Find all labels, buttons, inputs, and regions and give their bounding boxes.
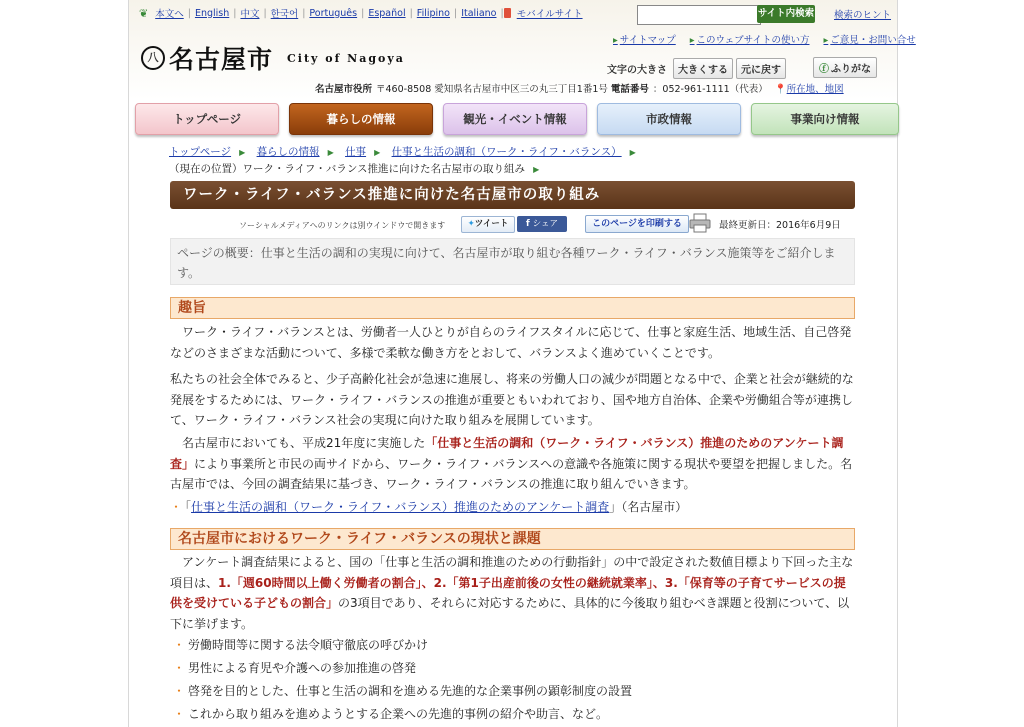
search-hint-link[interactable]: 検索のヒント xyxy=(834,10,892,21)
tweet-button[interactable]: ✦ツイート xyxy=(461,216,515,233)
lang-link-english[interactable]: English xyxy=(194,7,230,19)
font-larger-button[interactable]: 大きくする xyxy=(673,58,733,79)
leaf-icon: ❦ xyxy=(139,6,149,20)
facebook-icon: f xyxy=(525,219,530,229)
global-nav xyxy=(135,103,899,135)
lang-link-korean[interactable]: 한국어 xyxy=(270,9,299,20)
breadcrumb-work[interactable]: 仕事 xyxy=(345,146,367,158)
furigana-button[interactable]: ⓕ ふりがな xyxy=(813,57,877,78)
issues-list xyxy=(173,634,632,726)
nav-business[interactable]: 事業向け情報 xyxy=(751,103,899,135)
page-title: ワーク・ライフ・バランス推進に向けた名古屋市の取り組み xyxy=(170,181,855,209)
lang-link-chinese[interactable]: 中文 xyxy=(240,9,260,20)
list-item: ・ 男性による育児や介護への参加推進の啓発 xyxy=(173,661,417,675)
nav-tourism[interactable]: 観光・イベント情報 xyxy=(443,103,587,135)
list-item: ・ これから取り組みを進めようとする企業への先進的事例の紹介や助言、など。 xyxy=(173,707,609,721)
page-container xyxy=(128,0,916,727)
search-input[interactable] xyxy=(637,5,761,25)
chevron-right-icon: ▶ xyxy=(629,148,636,157)
breadcrumb xyxy=(169,144,644,159)
nav-city-admin[interactable]: 市政情報 xyxy=(597,103,741,135)
purpose-paragraph-2: 私たちの社会全体でみると、少子高齢化社会が急速に進展し、将来の労働人口の減少が問題となる中で、企業と社会が継続的な発展をするためには、ワーク・ライフ・バランスの推進が重要ともいわれており、国や地方自治体、企業や労働組合等が連携して、ワーク・ライフ・バランス社会の実現に向けた取り組みを展開しています。 xyxy=(170,372,854,427)
purpose-paragraph-1: ワーク・ライフ・バランスとは、労働者一人ひとりが自らのライフスタイルに応じて、仕事と家庭生活、地域生活、自己啓発などのさまざまな活動について、多様で柔軟な働き方をとおして、バランスよく進めていくことです。 xyxy=(170,325,852,360)
breadcrumb-top[interactable]: トップページ xyxy=(169,146,232,158)
lang-link-main[interactable]: 本文へ xyxy=(155,9,184,20)
chevron-right-icon: ▶ xyxy=(239,148,246,157)
facebook-share-button[interactable]: f シェア xyxy=(517,216,567,232)
language-bar: ❦ 本文へ | English | 中文 | 한국어 | Português | Español | Filipino | Italiano | モバイルサイト xyxy=(139,6,583,20)
map-pin-icon: 📍 xyxy=(774,84,787,95)
city-emblem-icon: 八 xyxy=(141,46,165,70)
font-size-label: 文字の大きさ xyxy=(607,65,667,76)
map-link[interactable]: 所在地、地図 xyxy=(786,84,844,95)
survey-link[interactable]: 仕事と生活の調和（ワーク・ライフ・バランス）推進のためのアンケート調査 xyxy=(191,500,610,514)
utility-links xyxy=(599,32,916,46)
bird-icon: ✦ xyxy=(467,219,475,229)
list-item: ・ 啓発を目的とした、仕事と生活の調和を進める先進的な企業事例の顕彰制度の設置 xyxy=(173,684,633,698)
chevron-right-icon: ▶ xyxy=(327,148,334,157)
site-search-button[interactable]: サイト内検索 xyxy=(757,5,815,23)
survey-link-line: ・ 「仕事と生活の調和（ワーク・ライフ・バランス）推進のためのアンケート調査」（名古屋市） xyxy=(170,500,688,514)
city-hall-address: 名古屋市役所 〒460-8508 愛知県名古屋市中区三の丸三丁目1番1号 電話番号 ：052-961-1111（代表） 📍所在地、地図 xyxy=(315,84,844,95)
lang-link-filipino[interactable]: Filipino xyxy=(416,7,450,19)
last-updated: 最終更新日：2016年6月9日 xyxy=(719,220,841,231)
mobile-icon xyxy=(504,8,511,18)
page-summary: ページの概要：仕事と生活の調和の実現に向けて、名古屋市が取り組む各種ワーク・ライフ・バランス施策等をご紹介します。 xyxy=(170,238,855,285)
howto-link[interactable]: ▸ このウェブサイトの使い方 xyxy=(689,35,810,46)
nav-top[interactable]: トップページ xyxy=(135,103,279,135)
nav-living[interactable]: 暮らしの情報 xyxy=(289,103,433,135)
logo-city-name: 名古屋市 xyxy=(169,45,274,74)
lang-link-portuguese[interactable]: Português xyxy=(309,7,358,19)
lang-link-mobile[interactable]: モバイルサイト xyxy=(516,9,583,20)
site-logo[interactable] xyxy=(141,40,405,76)
section-heading-purpose: 趣旨 xyxy=(170,297,855,319)
font-size-controls xyxy=(607,58,789,79)
sitemap-link[interactable]: ▸ サイトマップ xyxy=(613,35,676,46)
social-note: ソーシャルメディアへのリンクは別ウインドウで開きます xyxy=(239,221,446,230)
status-paragraph: アンケート調査結果によると、国の「仕事と生活の調和推進のための行動指針」の中で設定された数値目標より下回った主な項目は、1.「週60時間以上働く労働者の割合」、2.「第1子出産前後の女性の継続就業率」、3.「保育等の子育てサービスの提供を受けている子どもの割合」の3項目であり、それらに対応するために、具体的に今後取り組むべき課題と役割について、以下に挙げます。 xyxy=(170,555,854,631)
chevron-right-icon: ▶ xyxy=(374,148,381,157)
breadcrumb-wlb[interactable]: 仕事と生活の調和（ワーク・ライフ・バランス） xyxy=(391,146,622,158)
current-location: （現在の位置）ワーク・ライフ・バランス推進に向けた名古屋市の取り組み ▶ xyxy=(169,163,540,175)
print-page-button[interactable]: このページを印刷する xyxy=(585,215,689,233)
lang-link-italian[interactable]: Italiano xyxy=(461,7,497,19)
lang-link-spanish[interactable]: Español xyxy=(368,7,406,19)
purpose-paragraph-3: 名古屋市においても、平成21年度に実施した「仕事と生活の調和（ワーク・ライフ・バランス）推進のためのアンケート調査」により事業所と市民の両サイドから、ワーク・ライフ・バランスへの意識や各施策に関する現状や要望を把握しました。名古屋市では、今回の調査結果に基づき、ワーク・ライフ・バランスの推進に取り組んでいきます。 xyxy=(170,436,853,491)
contact-link[interactable]: ▸ ご意見・お問い合せ xyxy=(823,35,916,46)
logo-english-name: City of Nagoya xyxy=(287,51,405,65)
breadcrumb-living[interactable]: 暮らしの情報 xyxy=(256,146,320,158)
section-heading-status: 名古屋市におけるワーク・ライフ・バランスの現状と課題 xyxy=(170,528,855,550)
font-reset-button[interactable]: 元に戻す xyxy=(736,58,786,79)
printer-icon[interactable] xyxy=(688,213,712,233)
list-item: ・ 労働時間等に関する法令順守徹底の呼びかけ xyxy=(173,638,429,652)
furigana-icon: ⓕ xyxy=(819,64,829,75)
